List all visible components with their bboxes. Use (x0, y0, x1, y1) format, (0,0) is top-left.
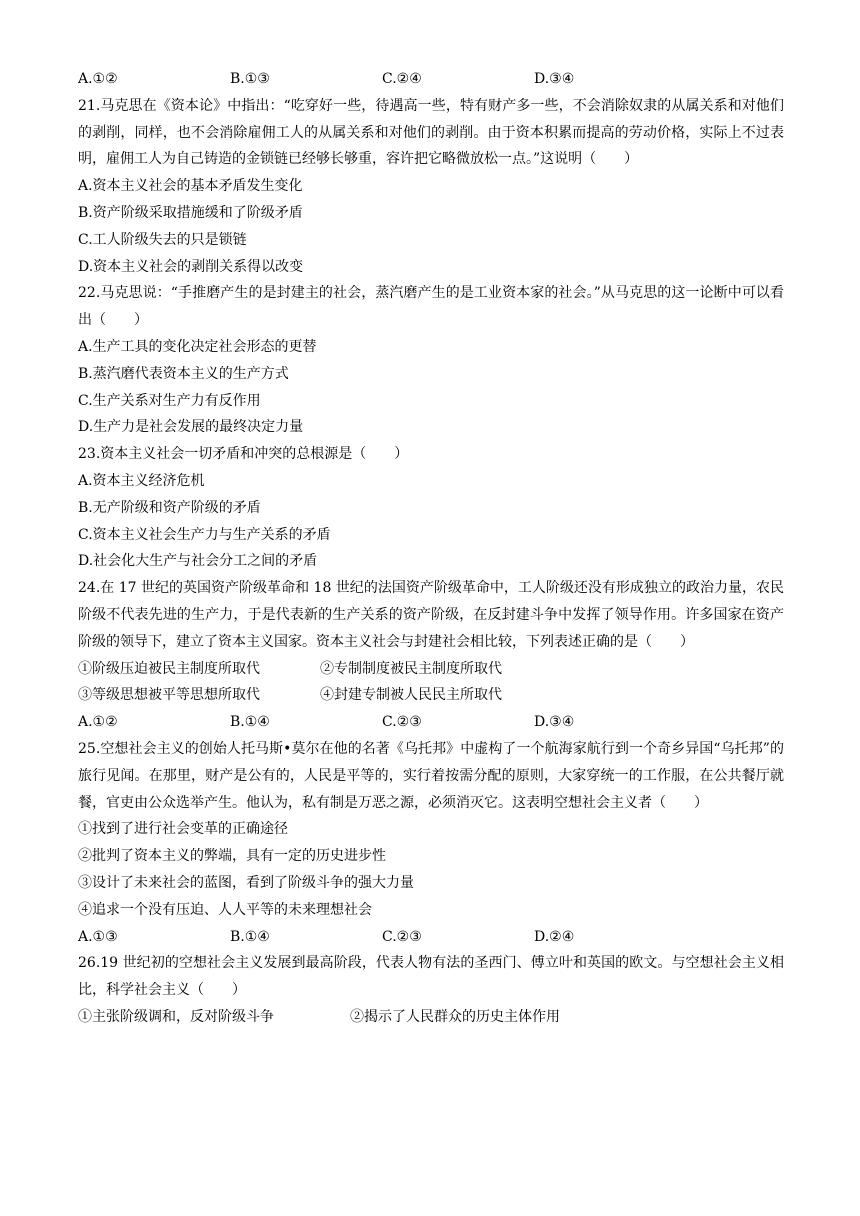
q24-statement-4: ④封建专制被人民民主所取代 (320, 687, 502, 704)
q24-statements-row-2 (78, 682, 784, 709)
exam-page (78, 66, 784, 1031)
q25-statement-3: ③设计了未来社会的蓝图，看到了阶级斗争的强大力量 (78, 874, 414, 891)
q22-stem: 22.马克思说：“手推磨产生的是封建主的社会，蒸汽磨产生的是工业资本家的社会。”从马克思的这一论断中可以看出（ ） (78, 285, 784, 329)
q24-options (78, 709, 784, 736)
q20-option-b[interactable]: B.①③ (230, 71, 270, 87)
q22-option-c[interactable]: C.生产关系对生产力有反作用 (78, 392, 261, 409)
q25-statement-1: ①找到了进行社会变革的正确途径 (78, 821, 288, 838)
q23-stem: 23.资本主义社会一切矛盾和冲突的总根源是（ ） (78, 446, 409, 463)
q25-option-d[interactable]: D.②④ (534, 928, 575, 945)
q26-statement-2: ②揭示了人民群众的历史主体作用 (350, 1008, 560, 1025)
q24-option-d[interactable]: D.③④ (534, 714, 575, 731)
q21-stem: 21.马克思在《资本论》中指出：“吃穿好一些，待遇高一些，特有财产多一些，不会消除奴隶的从属关系和对他们的剥削，同样，也不会消除雇佣工人的从属关系和对他们的剥削。由于资本积累而提高的劳动价格，实际上不过表明，雇佣工人为自己铸造的金锁链已经够长够重，容许把它略微放松一点。”这说明（ ） (78, 97, 784, 168)
q23-option-a[interactable]: A.资本主义经济危机 (78, 472, 205, 489)
q25-stem: 25.空想社会主义的创始人托马斯•莫尔在他的名著《乌托邦》中虚构了一个航海家航行到一个奇乡异国“乌托邦”的旅行见闻。在那里，财产是公有的，人民是平等的，实行着按需分配的原则，大家穿统一的工作服，在公共餐厅就餐，官吏由公众选举产生。他认为，私有制是万恶之源，必须消灭它。这表明空想社会主义者（ ） (78, 740, 784, 811)
q25-option-b[interactable]: B.①④ (230, 928, 270, 945)
q22-option-d[interactable]: D.生产力是社会发展的最终决定力量 (78, 419, 304, 436)
q25-option-a[interactable]: A.①③ (78, 928, 118, 945)
q20-options (78, 66, 784, 93)
q24-stem: 24.在 17 世纪的英国资产阶级革命和 18 世纪的法国资产阶级革命中，工人阶级还没有形成独立的政治力量，农民阶级不代表先进的生产力，于是代表新的生产关系的资产阶级，在反封建斗争中发挥了领导作用。许多国家在资产阶级的领导下，建立了资本主义国家。资本主义社会与封建社会相比较，下列表述正确的是（ ） (78, 580, 784, 650)
q21-option-a[interactable]: A.资本主义社会的基本矛盾发生变化 (78, 178, 303, 195)
q24-statement-1: ①阶级压迫被民主制度所取代 (78, 660, 260, 677)
q25-statement-2: ②批判了资本主义的弊端，具有一定的历史进步性 (78, 848, 386, 865)
q24-option-a[interactable]: A.①② (78, 714, 118, 731)
q26-stem: 26.19 世纪初的空想社会主义发展到最高阶段，代表人物有法的圣西门、傅立叶和英国的欧文。与空想社会主义相比，科学社会主义（ ） (78, 955, 784, 999)
q21-option-b[interactable]: B.资产阶级采取措施缓和了阶级矛盾 (78, 204, 303, 221)
q22-option-b[interactable]: B.蒸汽磨代表资本主义的生产方式 (78, 365, 289, 382)
q24-statements-row-1 (78, 656, 784, 683)
q24-statement-3: ③等级思想被平等思想所取代 (78, 687, 260, 704)
q25-option-c[interactable]: C.②③ (382, 928, 422, 945)
q20-option-c[interactable]: C.②④ (382, 71, 422, 87)
q21-option-c[interactable]: C.工人阶级失去的只是锁链 (78, 231, 247, 248)
q25-statement-4: ④追求一个没有压迫、人人平等的未来理想社会 (78, 901, 372, 918)
q23-option-c[interactable]: C.资本主义社会生产力与生产关系的矛盾 (78, 526, 331, 543)
q24-option-c[interactable]: C.②③ (382, 714, 422, 731)
q20-option-d[interactable]: D.③④ (534, 71, 575, 87)
q24-option-b[interactable]: B.①④ (230, 714, 270, 731)
q24-statement-2: ②专制制度被民主制度所取代 (320, 660, 502, 677)
q25-options (78, 924, 784, 951)
q26-statements-row-1 (78, 1004, 784, 1031)
q23-option-d[interactable]: D.社会化大生产与社会分工之间的矛盾 (78, 553, 318, 570)
q21-option-d[interactable]: D.资本主义社会的剥削关系得以改变 (78, 258, 304, 275)
q22-option-a[interactable]: A.生产工具的变化决定社会形态的更替 (78, 338, 317, 355)
q23-option-b[interactable]: B.无产阶级和资产阶级的矛盾 (78, 499, 261, 516)
q26-statement-1: ①主张阶级调和，反对阶级斗争 (78, 1008, 274, 1025)
q20-option-a[interactable]: A.①② (78, 71, 118, 87)
